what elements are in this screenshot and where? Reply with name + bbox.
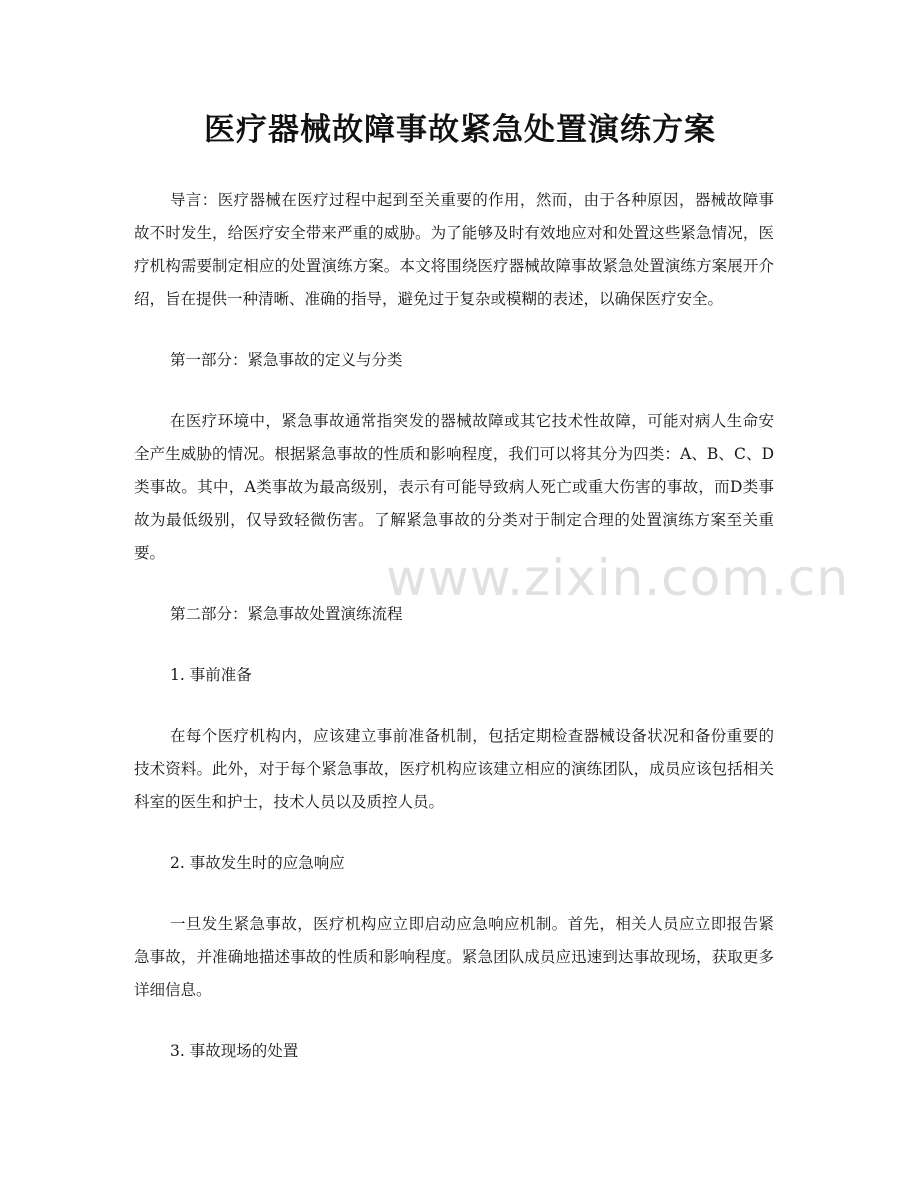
document-body <box>134 184 774 1096</box>
step1-paragraph: 在每个医疗机构内，应该建立事前准备机制，包括定期检查器械设备状况和备份重要的技术资料。此外，对于每个紧急事故，医疗机构应该建立相应的演练团队，成员应该包括相关科室的医生和护士，技术人员以及质控人员。 <box>134 727 774 811</box>
part2-heading: 第二部分：紧急事故处置演练流程 <box>170 605 403 623</box>
intro-paragraph: 导言：医疗器械在医疗过程中起到至关重要的作用，然而，由于各种原因，器械故障事故不时发生，给医疗安全带来严重的威胁。为了能够及时有效地应对和处置这些紧急情况，医疗机构需要制定相应的处置演练方案。本文将围绕医疗器械故障事故紧急处置演练方案展开介绍，旨在提供一种清晰、准确的指导，避免过于复杂或模糊的表述，以确保医疗安全。 <box>134 191 774 308</box>
step3-heading: 3. 事故现场的处置 <box>170 1042 299 1060</box>
document-title: 医疗器械故障事故紧急处置演练方案 <box>204 112 716 148</box>
part1-paragraph: 在医疗环境中，紧急事故通常指突发的器械故障或其它技术性故障，可能对病人生命安全产生威胁的情况。根据紧急事故的性质和影响程度，我们可以将其分为四类：A、B、C、D类事故。其中，A类事故为最高级别，表示有可能导致病人死亡或重大伤害的事故，而D类事故为最低级别，仅导致轻微伤害。了解紧急事故的分类对于制定合理的处置演练方案至关重要。 <box>134 412 774 562</box>
part1-heading: 第一部分：紧急事故的定义与分类 <box>170 351 403 369</box>
step2-paragraph: 一旦发生紧急事故，医疗机构应立即启动应急响应机制。首先，相关人员应立即报告紧急事故，并准确地描述事故的性质和影响程度。紧急团队成员应迅速到达事故现场，获取更多详细信息。 <box>134 915 774 999</box>
step1-heading: 1. 事前准备 <box>170 666 252 684</box>
step2-heading: 2. 事故发生时的应急响应 <box>170 854 345 872</box>
watermark-text: www.zixin.com.cn <box>386 549 850 607</box>
